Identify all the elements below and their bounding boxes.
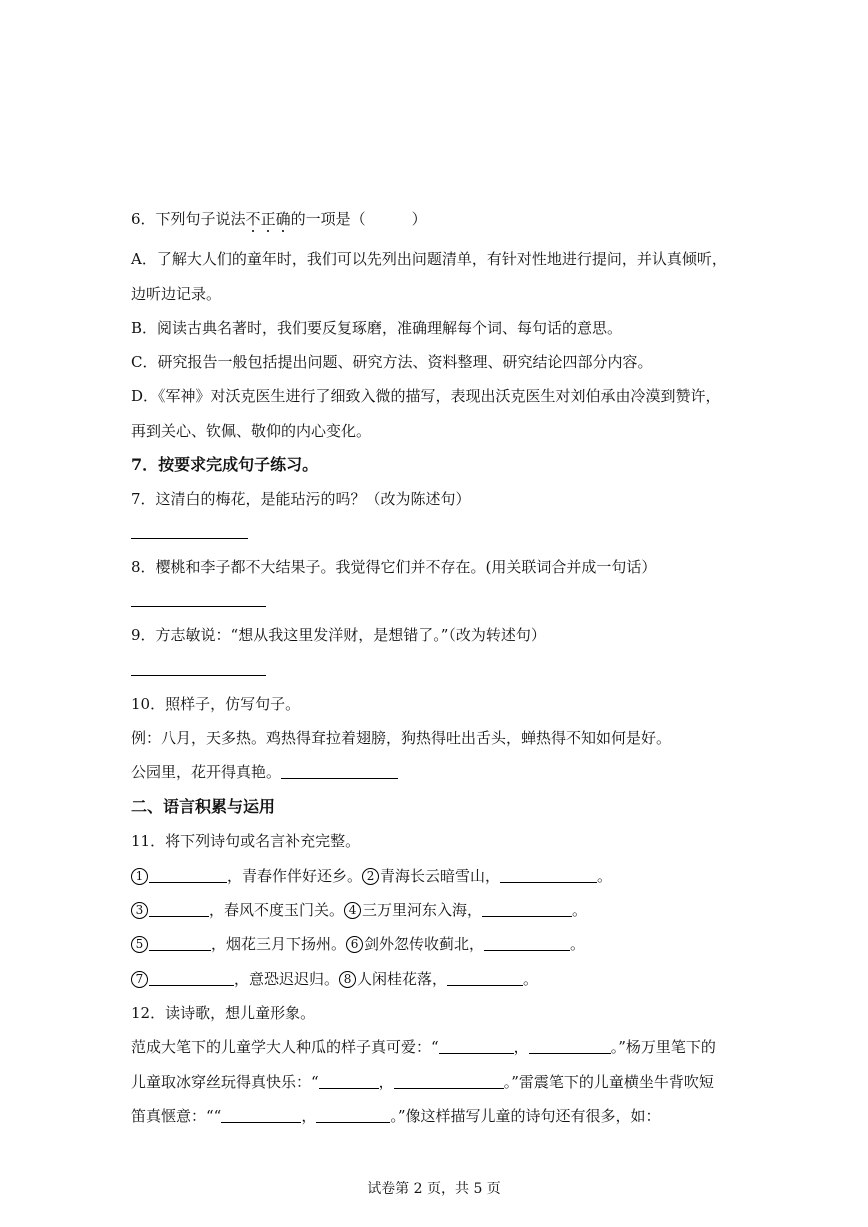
section-7-heading: 7．按要求完成句子练习。 bbox=[131, 455, 319, 474]
question-8: 8．樱桃和李子都不大结果子。我觉得它们并不存在。(用关联词合并成一句话） bbox=[131, 558, 657, 576]
answer-blank[interactable] bbox=[529, 1039, 611, 1054]
answer-line-q8[interactable] bbox=[131, 606, 266, 607]
poem-line-row: 3 ，春风不度玉门关。 4 三万里河东入海， 。 bbox=[131, 900, 587, 920]
question-10-example: 例：八月，天多热。鸡热得耷拉着翅膀，狗热得吐出舌头，蝉热得不知如何是好。 bbox=[131, 729, 672, 747]
answer-blank[interactable] bbox=[439, 1039, 514, 1054]
answer-blank[interactable] bbox=[149, 902, 209, 917]
answer-blank[interactable] bbox=[484, 936, 570, 951]
option-b: B．阅读古典名著时，我们要反复琢磨，准确理解每个词、每句话的意思。 bbox=[131, 319, 623, 337]
answer-blank[interactable] bbox=[482, 902, 572, 917]
question-10-prompt: 公园里，花开得真艳。 bbox=[131, 762, 398, 782]
answer-blank[interactable] bbox=[221, 1108, 301, 1123]
circled-number: 2 bbox=[362, 868, 379, 885]
answer-blank[interactable] bbox=[394, 1074, 504, 1089]
section-2-heading: 二、语言积累与运用 bbox=[131, 797, 276, 816]
circled-number: 6 bbox=[346, 936, 363, 953]
option-d-line-1: D．《军神》对沃克医生进行了细致入微的描写，表现出沃克医生对刘伯承由冷漠到赞许， bbox=[131, 387, 721, 405]
question-12-line-1: 范成大笔下的儿童学大人种瓜的样子真可爱：“ ， 。”杨万里笔下的 bbox=[131, 1038, 716, 1056]
poem-line-row: 1 ，青春作伴好还乡。 2 青海长云暗雪山， 。 bbox=[131, 866, 612, 886]
option-d-line-2: 再到关心、钦佩、敬仰的内心变化。 bbox=[131, 422, 372, 440]
poem-line-row: 7 ，意恐迟迟归。 8 人闲桂花落， 。 bbox=[131, 969, 538, 989]
answer-blank[interactable] bbox=[500, 868, 597, 883]
circled-number: 3 bbox=[131, 902, 148, 919]
circled-number: 7 bbox=[131, 971, 148, 988]
page-footer: 试卷第 2 页，共 5 页 bbox=[367, 1181, 501, 1197]
question-7: 7．这清白的梅花，是能玷污的吗？（改为陈述句） bbox=[131, 490, 471, 508]
answer-blank[interactable] bbox=[447, 971, 523, 986]
question-12-line-3: 笛真惬意：““ ， 。”像这样描写儿童的诗句还有很多，如： bbox=[131, 1107, 661, 1125]
answer-line-q7[interactable] bbox=[131, 538, 248, 539]
option-a-line-1: A．了解大人们的童年时，我们可以先列出问题清单，有针对性地进行提问，并认真倾听， bbox=[131, 250, 727, 268]
question-11: 11．将下列诗句或名言补充完整。 bbox=[131, 832, 361, 850]
emphasis-char: 确 bbox=[275, 210, 291, 228]
answer-blank[interactable] bbox=[281, 764, 398, 779]
question-12: 12．读诗歌，想儿童形象。 bbox=[131, 1004, 316, 1022]
answer-blank[interactable] bbox=[149, 936, 211, 951]
option-a-line-2: 边听边记录。 bbox=[131, 285, 222, 303]
answer-line-q9[interactable] bbox=[131, 675, 266, 676]
question-12-line-2: 儿童取冰穿丝玩得真快乐：“ ， 。”雷震笔下的儿童横坐牛背吹短 bbox=[131, 1073, 714, 1091]
answer-blank[interactable] bbox=[316, 1108, 390, 1123]
emphasis-char: 正 bbox=[260, 210, 276, 228]
circled-number: 8 bbox=[339, 971, 356, 988]
answer-blank[interactable] bbox=[149, 971, 234, 986]
answer-blank[interactable] bbox=[149, 868, 227, 883]
question-6-stem: 6．下列句子说法不正确的一项是（ ） bbox=[131, 210, 427, 228]
circled-number: 4 bbox=[344, 902, 361, 919]
question-9: 9．方志敏说：“想从我这里发洋财，是想错了。”（改为转述句） bbox=[131, 626, 546, 644]
emphasis-char: 不 bbox=[245, 210, 261, 228]
poem-line-row: 5 ，烟花三月下扬州。 6 剑外忽传收蓟北， 。 bbox=[131, 934, 585, 954]
question-10: 10．照样子，仿写句子。 bbox=[131, 695, 301, 713]
answer-blank[interactable] bbox=[319, 1074, 379, 1089]
circled-number: 1 bbox=[131, 868, 148, 885]
option-c: C．研究报告一般包括提出问题、研究方法、资料整理、研究结论四部分内容。 bbox=[131, 353, 653, 371]
circled-number: 5 bbox=[131, 936, 148, 953]
